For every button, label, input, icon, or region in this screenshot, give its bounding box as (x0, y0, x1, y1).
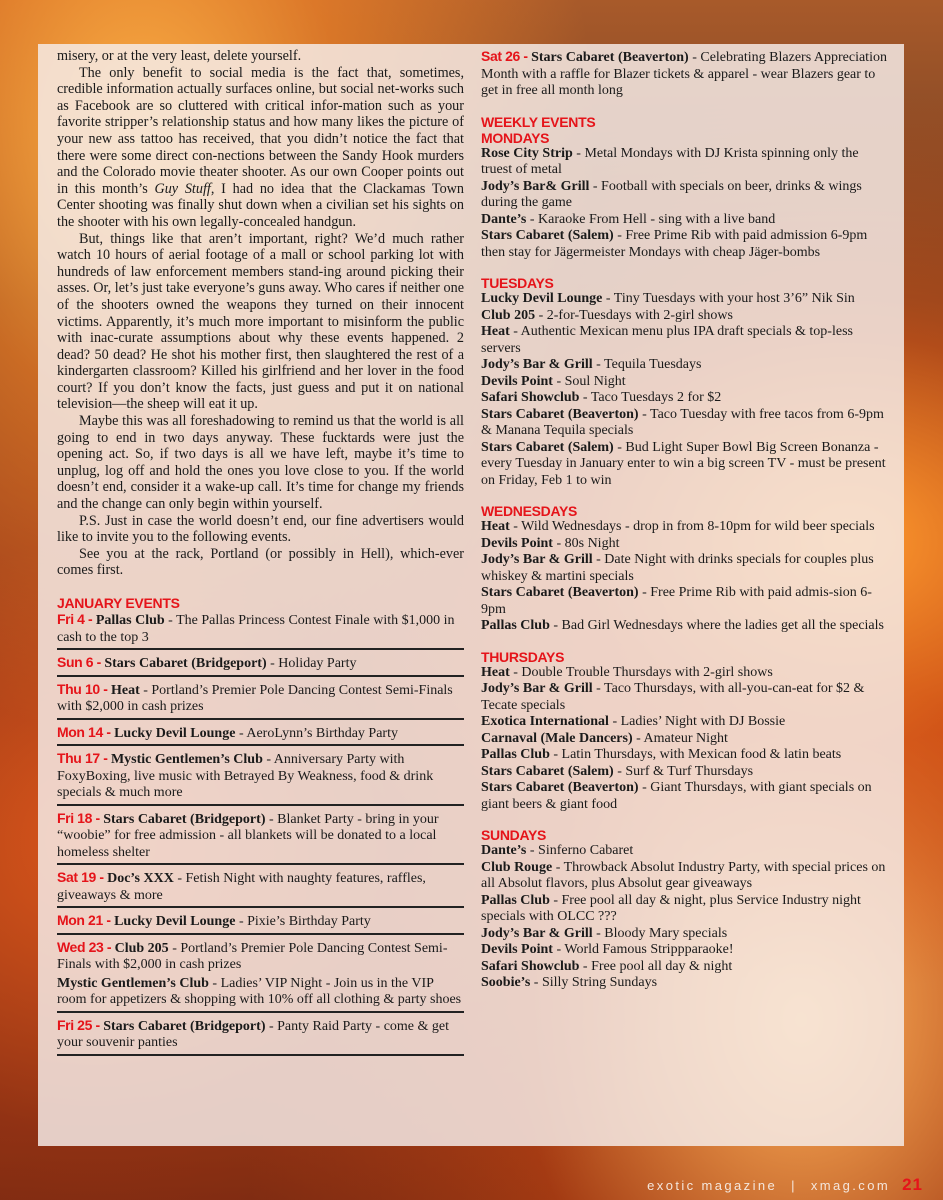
event-venue: Heat (481, 519, 510, 534)
weekly-event (481, 731, 887, 748)
weekly-event (481, 324, 887, 357)
weekly-event (481, 926, 887, 943)
event-venue: Lucky Devil Lounge (114, 725, 236, 741)
event-date: Thu 10 - (57, 680, 111, 697)
january-events-heading: JANUARY EVENTS (57, 595, 180, 611)
event-venue: Jody’s Bar & Grill (481, 925, 593, 941)
event-desc: - Surf & Turf Thursdays (613, 763, 754, 779)
weekly-event (481, 780, 887, 813)
weekly-day-wednesdays (481, 503, 887, 635)
event-desc: - Amateur Night (632, 730, 728, 746)
weekly-event (481, 308, 887, 325)
event-desc: - Portland’s Premier Pole Dancing Contest Semi-Finals with $2,000 in cash prizes (57, 682, 453, 714)
weekly-event (481, 390, 887, 407)
event-desc: - Sinferno Cabaret (526, 843, 634, 858)
event-date: Sat 26 - (481, 48, 532, 64)
weekly-day-thursdays (481, 649, 887, 814)
event-desc: - Double Trouble Thursdays with 2-girl shows (509, 664, 773, 680)
event-desc: - Taco Thursdays, with all-you-can-eat for $2 & Tecate specials (481, 681, 865, 713)
event-desc: - Authentic Mexican menu plus IPA draft specials & top-less servers (481, 324, 853, 356)
event-venue: Stars Cabaret (Salem) (481, 763, 614, 779)
event-desc: - Bloody Mary specials (592, 925, 728, 941)
event-desc: - Latin Thursdays, with Mexican food & latin beats (549, 747, 842, 762)
event-desc: - Panty Raid Party - come & get your souvenir panties (57, 1018, 450, 1050)
event-desc: - 80s Night (552, 535, 620, 551)
left-column (57, 48, 464, 1060)
event-venue: Jody’s Bar & Grill (481, 552, 593, 567)
event-venue: Safari Showclub (481, 390, 580, 405)
event-desc: - Taco Tuesdays 2 for $2 (579, 390, 722, 405)
event-desc: - Karaoke From Hell - sing with a live band (526, 211, 776, 227)
event-desc: - Pixie’s Birthday Party (235, 914, 371, 929)
event-venue: Exotica International (481, 714, 609, 729)
event-desc: - Bad Girl Wednesdays where the ladies get all the specials (549, 618, 884, 633)
event-date: Thu 17 - (57, 750, 111, 766)
weekly-day-tuesdays (481, 275, 887, 489)
right-column (481, 48, 887, 992)
event-desc: - Date Night with drinks specials for couples plus whiskey & martini specials (481, 552, 874, 584)
event-venue: Jody’s Bar & Grill (481, 681, 593, 696)
weekly-event (481, 747, 887, 764)
weekly-event (481, 374, 887, 391)
weekly-event (481, 843, 887, 860)
event-venue: Pallas Club (481, 892, 550, 908)
event-venue: Pallas Club (95, 613, 165, 628)
weekly-day-mondays (481, 130, 887, 262)
event-venue: Safari Showclub (481, 958, 580, 974)
weekly-event (481, 519, 887, 536)
event-date: Fri 18 - (57, 809, 104, 826)
day-heading: WEDNESDAYS (481, 503, 578, 519)
weekly-event (481, 764, 887, 781)
event-venue: Soobie’s (481, 975, 531, 990)
weekly-event (481, 893, 887, 926)
january-event (57, 654, 464, 677)
weekly-event (481, 975, 887, 992)
event-date: Mon 14 - (57, 723, 115, 740)
weekly-event (481, 536, 887, 553)
event-venue: Devils Point (481, 373, 553, 389)
january-event (57, 976, 464, 1013)
article-paragraph: misery, or at the very least, delete yourself. (57, 48, 302, 64)
event-date: Mon 21 - (57, 912, 115, 928)
weekly-event (481, 407, 887, 440)
weekly-event (481, 942, 887, 959)
day-heading: TUESDAYS (481, 275, 554, 291)
day-heading: SUNDAYS (481, 827, 547, 843)
event-venue: Doc’s XXX (107, 871, 174, 886)
event-venue: Stars Cabaret (Beaverton) (481, 585, 639, 600)
event-desc: - Wild Wednesdays - drop in from 8-10pm for wild beer specials (509, 519, 875, 534)
event-desc: - Celebrating Blazers Appreciation Month with a raffle for Blazer tickets & apparel - wear Blazers gear to get in free all month long (481, 50, 887, 98)
event-venue: Pallas Club (481, 747, 550, 762)
event-venue: Stars Cabaret (Beaverton) (531, 50, 689, 65)
january-event (57, 912, 464, 935)
event-venue: Club 205 (481, 307, 536, 323)
event-desc: - World Famous Strippparaoke! (552, 942, 734, 957)
weekly-event (481, 585, 887, 618)
event-date: Sun 6 - (57, 654, 105, 670)
event-venue: Mystic Gentlemen’s Club (110, 752, 263, 767)
event-venue: Jody’s Bar& Grill (481, 178, 590, 194)
january-event (57, 750, 464, 806)
january-event (57, 1017, 464, 1056)
event-venue: Stars Cabaret (Beaverton) (481, 780, 639, 795)
page-footer (647, 1173, 923, 1197)
event-venue: Stars Cabaret (Bridgeport) (103, 811, 266, 827)
weekly-event (481, 552, 887, 585)
january-event (57, 810, 464, 866)
january-event (57, 939, 464, 976)
event-desc: - Free pool all day & night (579, 958, 733, 974)
weekly-event (481, 212, 887, 229)
event-desc: - Free Prime Rib with paid admission 6-9pm then stay for Jägermeister Mondays with cheap Jäger-bombs (481, 228, 868, 260)
website-link[interactable]: xmag.com (810, 1177, 891, 1193)
event-desc: - Portland’s Premier Pole Dancing Contest Semi-Finals with $2,000 in cash prizes (57, 940, 448, 972)
event-venue: Mystic Gentlemen’s Club (57, 975, 209, 991)
event-venue: Stars Cabaret (Bridgeport) (103, 1018, 266, 1034)
event-date: Wed 23 - (57, 938, 115, 955)
event-desc: - Holiday Party (266, 656, 357, 671)
weekly-event (481, 357, 887, 374)
january-event (57, 681, 464, 720)
article-paragraph: P.S. Just in case the world doesn’t end, our fine advertisers would like to invite you to the following events. (57, 512, 464, 546)
event-desc: - Soul Night (552, 373, 626, 389)
event-desc: - Free Prime Rib with paid admis-sion 6-9pm (481, 585, 872, 617)
event-venue: Stars Cabaret (Salem) (481, 228, 614, 243)
weekly-event (481, 618, 887, 635)
event-venue: Stars Cabaret (Bridgeport) (104, 656, 267, 671)
event-venue: Dante’s (481, 843, 527, 858)
event-desc: - Tiny Tuesdays with your host 3’6” Nik Sin (602, 291, 855, 306)
weekly-event (481, 681, 887, 714)
event-desc: - Taco Tuesday with free tacos from 6-9pm & Manana Tequila specials (481, 406, 884, 438)
event-venue: Lucky Devil Lounge (481, 291, 603, 306)
footer-separator: | (791, 1177, 797, 1193)
event-venue: Carnaval (Male Dancers) (481, 730, 633, 746)
event-venue: Stars Cabaret (Beaverton) (481, 406, 639, 422)
event-venue: Club 205 (114, 940, 169, 956)
event-desc: - Fetish Night with naughty features, raffles, giveaways & more (57, 871, 426, 903)
event-desc: - The Pallas Princess Contest Finale with $1,000 in cash to the top 3 (57, 613, 455, 645)
event-desc: - Ladies’ VIP Night - Join us in the VIP room for appetizers & shopping with 10% off all clothing & party shoes (57, 975, 462, 1007)
event-desc: - Metal Mondays with DJ Krista spinning only the truest of metal (481, 145, 859, 177)
page-number: 21 (902, 1175, 923, 1194)
weekly-event (481, 146, 887, 179)
weekly-event (481, 665, 887, 682)
weekly-event (481, 228, 887, 261)
january-events-list (57, 611, 464, 1056)
event-venue: Club Rouge (481, 859, 553, 875)
weekly-event (481, 179, 887, 212)
event-desc: - Football with specials on beer, drinks & wings during the game (481, 178, 862, 210)
event-venue: Devils Point (481, 535, 553, 551)
event-desc: - Bud Light Super Bowl Big Screen Bonanza - every Tuesday in January enter to win a big screen TV - must be present on Friday, Feb 1 to win (481, 439, 886, 488)
weekly-events-heading: WEEKLY EVENTS (481, 113, 596, 130)
weekly-event (481, 959, 887, 976)
event-venue: Dante’s (481, 211, 527, 227)
day-heading: MONDAYS (481, 129, 550, 146)
january-event (57, 869, 464, 908)
weekly-event (481, 860, 887, 893)
sat26-event (481, 48, 887, 100)
event-date: Fri 25 - (57, 1016, 104, 1033)
event-venue: Jody’s Bar & Grill (481, 357, 593, 372)
event-venue: Lucky Devil Lounge (114, 914, 236, 929)
event-venue: Heat (481, 324, 510, 339)
article-paragraph: Maybe this was all foreshadowing to remind us that the world is all going to end in two days anyway. These fucktards were just the opening act. So, if two days is all we have left, maybe it’s time to unplug, log off and hold the ones you love close to you. If the world doesn’t end, consider it a wake-up call. It’s time for change my friends and the change can only begin within yourself. (57, 413, 464, 513)
event-venue: Stars Cabaret (Salem) (481, 439, 614, 455)
event-venue: Pallas Club (481, 618, 550, 633)
weekly-event (481, 440, 887, 490)
weekly-event (481, 291, 887, 308)
event-desc: - Tequila Tuesdays (592, 357, 702, 372)
event-desc: - Giant Thursdays, with giant specials on giant beers & giant food (481, 780, 872, 812)
weekly-events-list (481, 130, 887, 992)
event-venue: Rose City Strip (481, 145, 573, 161)
event-desc: - Anniversary Party with FoxyBoxing, live music with Betrayed By Weakness, food & drink specials & much more (57, 752, 434, 800)
event-venue: Heat (110, 682, 140, 698)
event-desc: - Ladies’ Night with DJ Bossie (608, 714, 786, 729)
day-heading: THURSDAYS (481, 648, 565, 665)
event-desc: - 2-for-Tuesdays with 2-girl shows (535, 307, 733, 323)
event-desc: - Throwback Absolut Industry Party, with special prices on all Absolut flavors, plus Absolut gear giveaways (481, 859, 886, 891)
event-venue: Devils Point (481, 942, 553, 957)
article-paragraph: But, things like that aren’t important, right? We’d much rather watch 10 hours of aerial footage of a mall or school parking lot with hundreds of law enforcement members stand-ing around picking their asses. Or, let’s just take everyone’s guns away. Who cares if neither one of the shooters owned the weapons they turned on their innocent victims. Apparently, it’s much more important to misinform the public with inac-curate assumptions about why these events happened. 2 dead? 50 dead? He shot his mother first, then slaughtered the rest of a kindergarten classroom? Killed his girlfriend and her lover in the food court? If you don’t know the facts, just guess and put it on national television—the sheep will eat it up. (57, 230, 464, 413)
january-event (57, 724, 464, 747)
magazine-name: exotic magazine (647, 1177, 778, 1193)
event-desc: - Blanket Party - bring in your “woobie” for free admission - all blankets will be donated to a local homeless shelter (57, 811, 439, 860)
article-paragraph: The only benefit to social media is the fact that, sometimes, credible information actually surfaces online, but social net-works such as Facebook are so cluttered with critical infor-mation such as your favorite stripper’s relationship status and how many likes the picture of your new ass tattoo has received, that you didn’t notice the fact that there were some direct con-nections between the Sandy Hook murders and the Colorado movie theater shooter. As our own Cooper points out in this month’s Guy Stuff, I had no idea that the Clackamas Town Center shooting was finally shut down when a civilian set his sights on the shooter with his own legally-concealed handgun. (57, 64, 464, 230)
event-desc: - Free pool all day & night, plus Service Industry night specials with OLCC ??? (481, 892, 861, 924)
event-date: Sat 19 - (57, 869, 108, 885)
january-event (57, 611, 464, 650)
weekly-event (481, 714, 887, 731)
event-venue: Heat (481, 664, 510, 680)
weekly-day-sundays (481, 827, 887, 992)
event-date: Fri 4 - (57, 611, 96, 627)
event-desc: - AeroLynn’s Birthday Party (235, 725, 398, 741)
event-desc: - Silly String Sundays (530, 975, 658, 990)
article-paragraph: See you at the rack, Portland (or possibly in Hell), which-ever comes first. (57, 545, 464, 579)
